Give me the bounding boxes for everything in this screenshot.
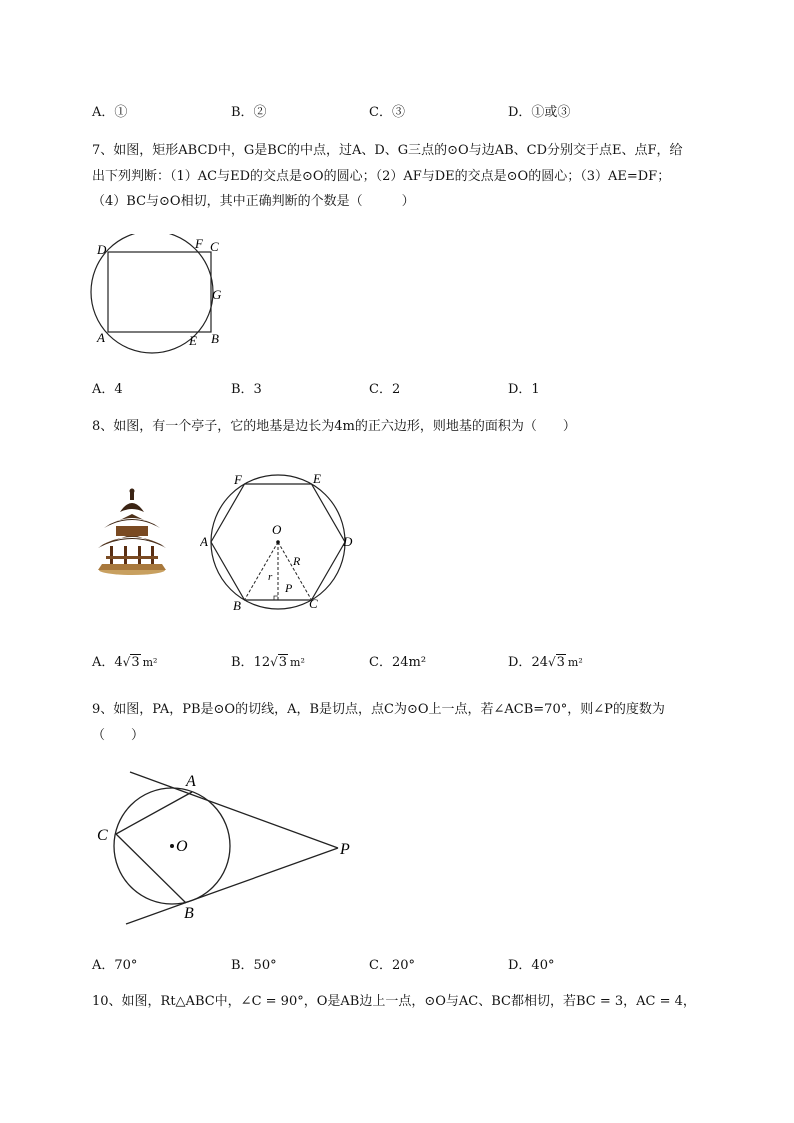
q6-option-b: B．② [231, 105, 267, 120]
q7-label-f: F [195, 236, 203, 251]
q9-tangent-pa [130, 772, 338, 848]
q9-text-line1: 9、如图，PA，PB是⊙O的切线，A，B是切点，点C为⊙O上一点，若∠ACB=70°，则∠P的度数为 [92, 702, 665, 717]
q8-label-e: E [313, 471, 321, 486]
q8-option-c: C．24m² [369, 655, 427, 670]
q7-option-d: D．1 [508, 382, 540, 397]
q8-label-f: F [234, 472, 242, 487]
q9-option-b: B．50° [231, 958, 277, 973]
q8-label-r-upper: R [293, 554, 301, 568]
q7-label-d: D [97, 242, 107, 257]
q8-label-c: C [309, 596, 318, 611]
q7-label-e: E [189, 333, 197, 348]
q7-option-c: C．2 [369, 382, 401, 397]
q9-label-o: O [176, 838, 188, 855]
q8-label-b: B [233, 598, 241, 613]
q8-label-d: D [343, 534, 353, 549]
q9-tangent-pb [126, 848, 338, 924]
q8-label-r-lower: r [268, 571, 273, 583]
q7-label-b: B [211, 331, 219, 346]
q6-option-a: A．① [92, 105, 128, 120]
pavilion-image [96, 488, 168, 576]
q9-label-b: B [184, 905, 194, 922]
sqrt-icon: √ [270, 655, 278, 669]
q9-option-a: A．70° [92, 958, 138, 973]
q7-label-g: G [212, 287, 222, 302]
q8-option-b: B．12√3 m² [231, 655, 305, 670]
q8-label-a: A [200, 534, 208, 549]
q7-option-b: B．3 [231, 382, 262, 397]
q7-option-a: A．4 [92, 382, 123, 397]
q7-label-a: A [97, 330, 105, 345]
q9-text-line2: （ ） [92, 728, 145, 743]
q7-text-line3: （4）BC与⊙O相切，其中正确判断的个数是（ ） [92, 194, 415, 209]
q8-text-line1: 8、如图，有一个亭子，它的地基是边长为4m的正六边形，则地基的面积为（ ） [92, 419, 576, 434]
q9-label-p: P [340, 841, 350, 858]
sqrt-icon: √ [547, 655, 556, 669]
q9-option-c: C．20° [369, 958, 415, 973]
q7-rectangle-circle-figure [88, 234, 238, 358]
q8-option-d: D．24√3 m² [508, 655, 583, 670]
q9-tangent-figure [90, 762, 370, 932]
q7-label-c: C [210, 239, 219, 254]
q10-text-line1: 10、如图，Rt△ABC中，∠C = 90°，O是AB边上一点，⊙O与AC、BC都相切，若BC = 3，AC = 4， [92, 994, 696, 1009]
q9-label-a: A [186, 773, 196, 790]
q6-option-c: C．③ [369, 105, 405, 120]
q8-hexagon-figure [200, 470, 360, 615]
q7-rectangle [108, 252, 211, 332]
q7-text-line2: 出下列判断：（1）AC与ED的交点是⊙O的圆心；（2）AF与DE的交点是⊙O的圆心；（3）AE=DF； [92, 169, 671, 184]
q9-option-d: D．40° [508, 958, 555, 973]
q8-label-o: O [272, 522, 282, 537]
q6-option-d: D．①或③ [508, 105, 571, 120]
q8-option-a: A．4√3 m² [92, 655, 158, 670]
q7-text-line1: 7、如图，矩形ABCD中，G是BC的中点，过A、D、G三点的⊙O与边AB、CD分别交于点E、点F，给 [92, 143, 683, 158]
sqrt-icon: √ [122, 655, 131, 669]
q9-label-c: C [97, 827, 108, 844]
q8-label-p: P [285, 581, 293, 595]
